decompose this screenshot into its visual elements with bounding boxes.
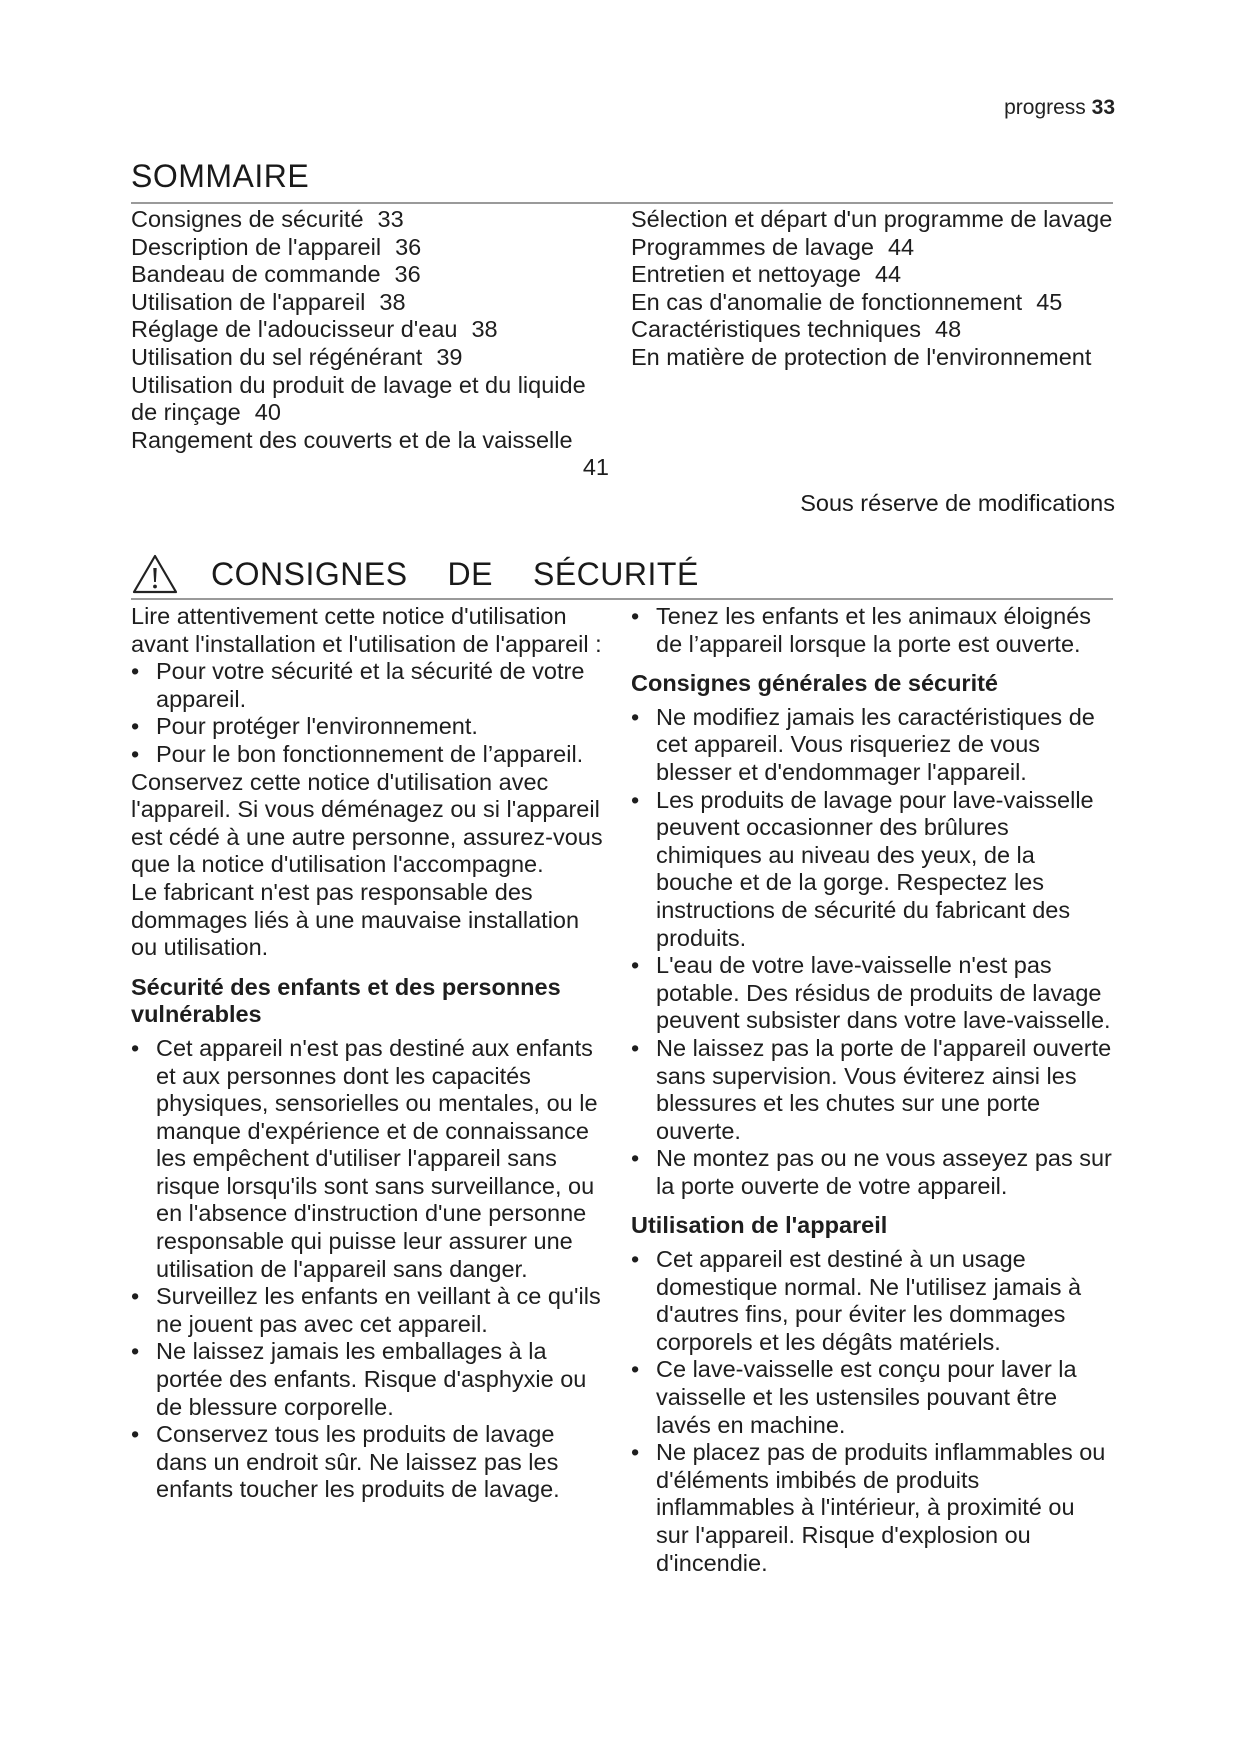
page-header <box>1004 96 1115 120</box>
list-item: • Cet appareil n'est pas destiné aux enfants et aux personnes dont les capacités physiques, sensorielles ou mentales, ou le manque d'expérience et de connaissance les empêchent d'utiliser l'appareil sans risque lorsqu'ils sont sans surveillance, ou en l'absence d'instruction d'une personne responsable qui puisse leur assurer une utilisation de l'appareil sans danger. <box>131 1035 611 1283</box>
page-number: 33 <box>1091 96 1115 119</box>
safety-title-word: DE <box>447 555 493 592</box>
toc-item[interactable]: Rangement des couverts et de la vaisselle 41 <box>131 426 609 481</box>
list-item: • Ne placez pas de produits inflammables ou d'éléments imbibés de produits inflammables à l'intérieur, à proximité ou sur l'appareil. Risque d'explosion ou d'incendie. <box>631 1439 1113 1577</box>
toc-title: SOMMAIRE <box>131 158 310 194</box>
toc-item[interactable]: Utilisation du sel régénérant 39 <box>131 343 463 370</box>
children-heading: Sécurité des enfants et des personnes vulnérables <box>131 973 561 1028</box>
list-item: • Pour protéger l'environnement. <box>131 713 611 741</box>
brand-name: progress <box>1004 96 1086 119</box>
toc-item[interactable]: En cas d'anomalie de fonctionnement 45 <box>631 288 1063 315</box>
list-item: • Les produits de lavage pour lave-vaisselle peuvent occasionner des brûlures chimiques au niveau des yeux, de la bouche et de la gorge. Respectez les instructions de sécurité du fabricant des produits. <box>631 787 1113 953</box>
list-item: • Ne montez pas ou ne vous asseyez pas sur la porte ouverte de votre appareil. <box>631 1145 1113 1200</box>
safety-title-word: SÉCURITÉ <box>532 555 699 592</box>
safety-title-word: CONSIGNES <box>211 555 408 592</box>
toc-item[interactable]: En matière de protection de l'environnement <box>631 343 1092 370</box>
list-item: • Conservez tous les produits de lavage dans un endroit sûr. Ne laissez pas les enfants toucher les produits de lavage. <box>131 1421 611 1504</box>
safety-rule <box>131 598 1113 600</box>
toc-item[interactable]: Utilisation du produit de lavage et du liquide de rinçage 40 <box>131 371 586 426</box>
intro-text: Lire attentivement cette notice d'utilisation avant l'installation et l'utilisation de l'appareil : <box>131 603 602 657</box>
toc-item[interactable]: Description de l'appareil 36 <box>131 233 422 260</box>
intro-list <box>131 658 611 768</box>
list-item: • Ne modifiez jamais les caractéristiques de cet appareil. Vous risqueriez de vous blesser et d'endommager l'appareil. <box>631 704 1113 787</box>
usage-list <box>631 1246 1113 1577</box>
usage-heading: Utilisation de l'appareil <box>631 1212 888 1239</box>
toc-left-column <box>131 206 609 482</box>
safety-right-column <box>631 603 1113 1577</box>
safety-left-column <box>131 603 611 1504</box>
general-safety-list <box>631 704 1113 1201</box>
list-item: • Ne laissez pas la porte de l'appareil ouverte sans supervision. Vous éviterez ainsi les blessures et les chutes sur une porte ouverte. <box>631 1035 1113 1145</box>
toc-item[interactable]: Bandeau de commande 36 <box>131 261 421 288</box>
toc-item[interactable]: Programmes de lavage 44 <box>631 233 915 260</box>
list-item: • Surveillez les enfants en veillant à ce qu'ils ne jouent pas avec cet appareil. <box>131 1283 611 1338</box>
list-item: • Pour votre sécurité et la sécurité de votre appareil. <box>131 658 611 713</box>
toc-item[interactable]: Sélection et départ d'un programme de lavage <box>631 206 1113 232</box>
general-safety-heading: Consignes générales de sécurité <box>631 670 999 697</box>
liability-text: Le fabricant n'est pas responsable des dommages liés à une mauvaise installation ou utilisation. <box>131 878 580 961</box>
children-list-continued <box>631 603 1113 658</box>
list-item: • Pour le bon fonctionnement de l’appareil. <box>131 741 611 769</box>
modification-note: Sous réserve de modifications <box>800 490 1115 516</box>
list-item: • L'eau de votre lave-vaisselle n'est pas potable. Des résidus de produits de lavage peuvent subsister dans votre lave-vaisselle. <box>631 952 1113 1035</box>
list-item: • Tenez les enfants et les animaux éloignés de l’appareil lorsque la porte est ouverte. <box>631 603 1113 658</box>
toc-rule <box>131 202 1113 204</box>
children-list <box>131 1035 611 1504</box>
toc-item[interactable]: Entretien et nettoyage 44 <box>631 261 902 288</box>
toc-item[interactable]: Utilisation de l'appareil 38 <box>131 288 406 315</box>
toc-right-column <box>631 206 1113 372</box>
toc-item[interactable]: Réglage de l'adoucisseur d'eau 38 <box>131 316 498 343</box>
list-item: • Cet appareil est destiné à un usage domestique normal. Ne l'utilisez jamais à d'autres fins, pour éviter les dommages corporels et les dégâts matériels. <box>631 1246 1113 1356</box>
warning-icon <box>131 553 179 595</box>
list-item: • Ne laissez jamais les emballages à la portée des enfants. Risque d'asphyxie ou de blessure corporelle. <box>131 1338 611 1421</box>
toc-item[interactable]: Caractéristiques techniques 48 <box>631 316 962 343</box>
keep-notice-text: Conservez cette notice d'utilisation avec l'appareil. Si vous déménagez ou si l'appareil est cédé à une autre personne, assurez-vous que la notice d'utilisation l'accompagne. <box>131 768 603 878</box>
list-item: • Ce lave-vaisselle est conçu pour laver la vaisselle et les ustensiles pouvant être lavés en machine. <box>631 1356 1113 1439</box>
toc-item[interactable]: Consignes de sécurité 33 <box>131 206 404 232</box>
safety-title <box>131 553 699 595</box>
